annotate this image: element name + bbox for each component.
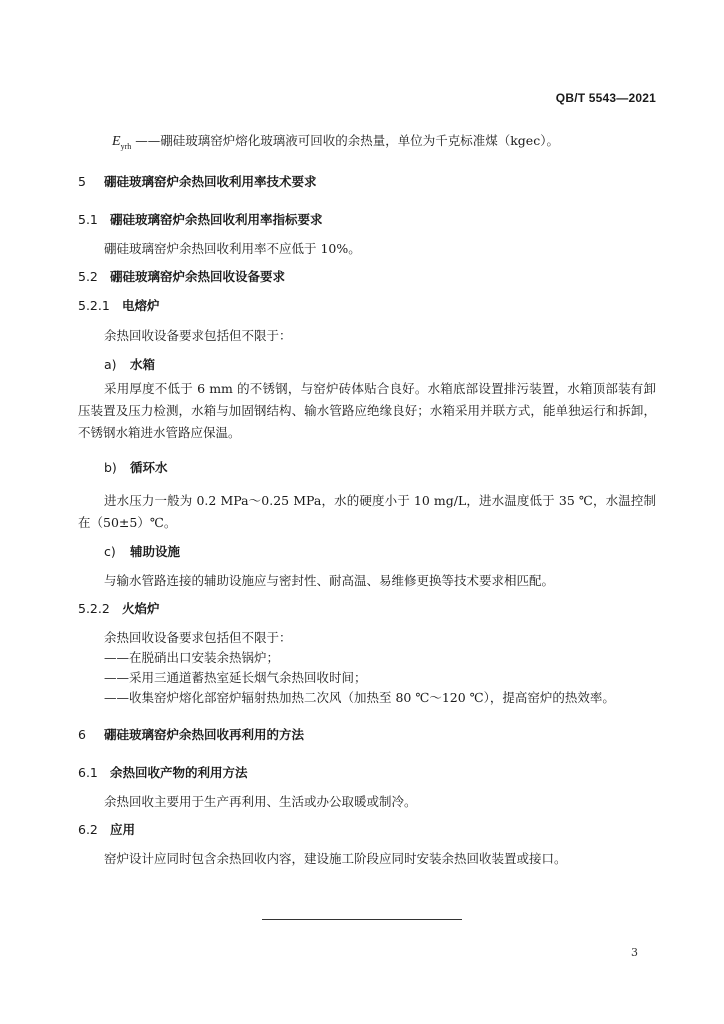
document-code: QB/T 5543—2021 <box>555 91 656 105</box>
section-6-1-heading: 6.1 余热回收产物的利用方法 <box>78 765 248 780</box>
section-5-heading: 5 硼硅玻璃窑炉余热回收利用率技术要求 <box>78 174 317 189</box>
section-5-2-1-heading: 5.2.1 电熔炉 <box>78 298 160 313</box>
item-c-text: 与输水管路连接的辅助设施应与密封性、耐高温、易维修更换等技术要求相匹配。 <box>104 573 555 588</box>
section-5-1-heading: 5.1 硼硅玻璃窑炉余热回收利用率指标要求 <box>78 212 323 227</box>
section-6-2-text: 窑炉设计应同时包含余热回收内容，建设施工阶段应同时安装余热回收装置或接口。 <box>104 851 567 866</box>
list-item: ——在脱硝出口安装余热锅炉； <box>104 650 280 665</box>
section-6-1-text: 余热回收主要用于生产再利用、生活或办公取暖或制冷。 <box>104 794 417 809</box>
section-5-1-text: 硼硅玻璃窑炉余热回收利用率不应低于 10%。 <box>104 241 361 256</box>
section-6-2-heading: 6.2 应用 <box>78 822 136 837</box>
item-b-heading: b) 循环水 <box>104 460 168 475</box>
section-5-2-2-intro: 余热回收设备要求包括但不限于： <box>104 630 292 645</box>
section-5-2-1-intro: 余热回收设备要求包括但不限于： <box>104 328 292 343</box>
section-5-2-2-heading: 5.2.2 火焰炉 <box>78 601 160 616</box>
item-a-text: 采用厚度不低于 6 mm 的不锈钢，与窑炉砖体贴合良好。水箱底部设置排污装置，水箱顶部装有卸压装置及压力检测，水箱与加固钢结构、输水管路应绝缘良好；水箱采用并联方式，能单独运行和拆卸，不锈钢水箱进水管路应保温。 <box>78 381 656 440</box>
list-item: ——收集窑炉熔化部窑炉辐射热加热二次风（加热至 80 ℃～120 ℃），提高窑炉的热效率。 <box>104 690 615 705</box>
item-c-heading: c) 辅助设施 <box>104 544 181 559</box>
item-b-text: 进水压力一般为 0.2 MPa～0.25 MPa，水的硬度小于 10 mg/L，进水温度低于 35 ℃，水温控制在（50±5）℃。 <box>78 493 656 530</box>
section-6-heading: 6 硼硅玻璃窑炉余热回收再利用的方法 <box>78 727 305 742</box>
variable-description: ——硼硅玻璃窑炉熔化玻璃液可回收的余热量，单位为千克标准煤（kgec）。 <box>135 133 559 148</box>
variable-definition <box>112 131 559 151</box>
list-item: ——采用三通道蓄热室延长烟气余热回收时间； <box>104 670 367 685</box>
section-5-2-heading: 5.2 硼硅玻璃窑炉余热回收设备要求 <box>78 269 286 284</box>
end-rule <box>262 919 462 920</box>
item-a-heading: a) 水箱 <box>104 357 156 372</box>
page-number: 3 <box>631 946 638 959</box>
variable-symbol: $E_{yrh}$ <box>112 134 132 151</box>
